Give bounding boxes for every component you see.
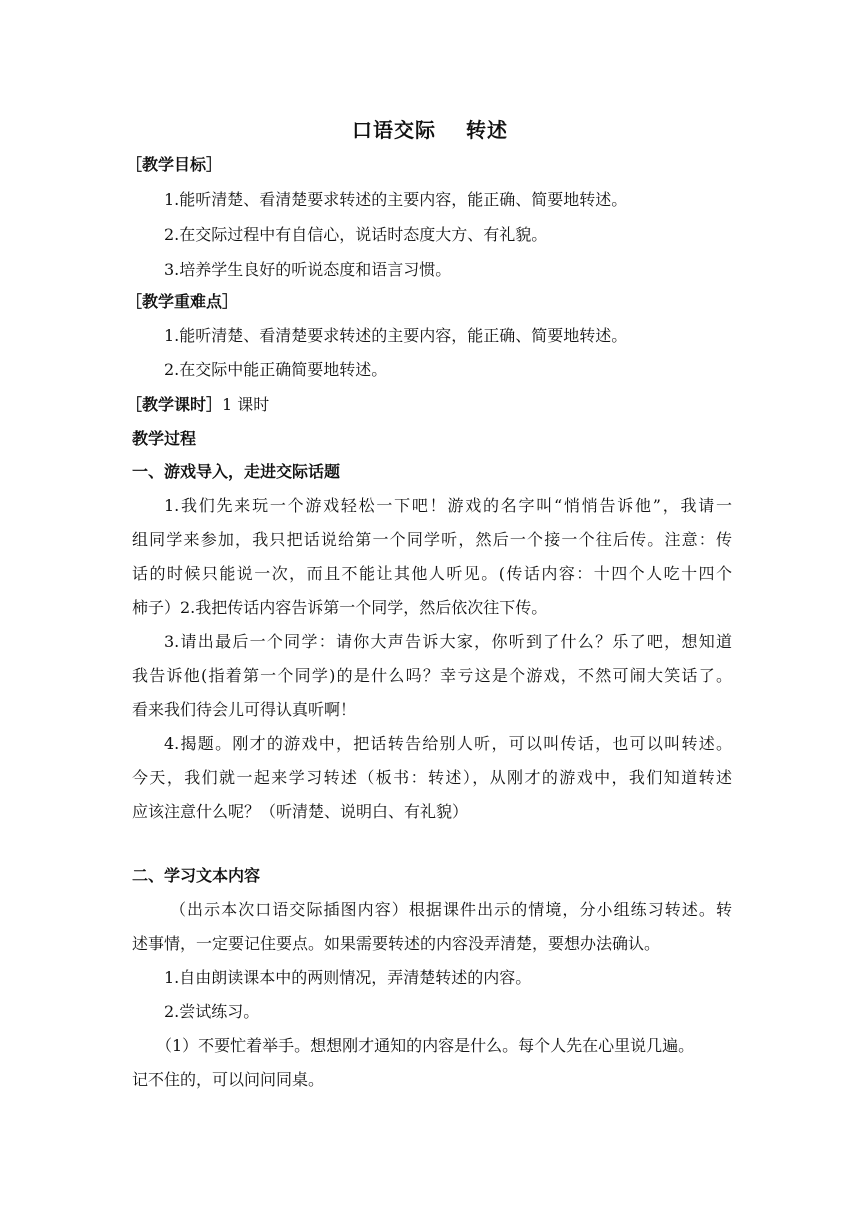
goals-heading: ［教学目标］ xyxy=(126,155,223,174)
section1-line: 组同学来参加，我只把话说给第一个同学听，然后一个接一个往后传。注意：传 xyxy=(132,530,732,549)
section1-line: 4.揭题。刚才的游戏中，把话转告给别人听，可以叫传话，也可以叫转述。 xyxy=(164,734,732,753)
section1-line: 1.我们先来玩一个游戏轻松一下吧！游戏的名字叫“悄悄告诉他”，我请一 xyxy=(164,496,732,515)
goal-item: 3.培养学生良好的听说态度和语言习惯。 xyxy=(164,260,452,279)
section1-heading: 一、游戏导入，走进交际话题 xyxy=(132,462,341,481)
section1-line: 我告诉他(指着第一个同学)的是什么吗？幸亏这是个游戏，不然可闹大笑话了。 xyxy=(132,666,732,685)
goal-item: 2.在交际过程中有自信心，说话时态度大方、有礼貌。 xyxy=(164,225,548,244)
hours-heading: ［教学课时］ xyxy=(126,395,223,414)
page-title xyxy=(0,114,860,143)
section1-line: 应该注意什么呢？（听清楚、说明白、有礼貌） xyxy=(132,802,469,821)
goal-item: 1.能听清楚、看清楚要求转述的主要内容，能正确、简要地转述。 xyxy=(164,190,628,209)
key-point-item: 2.在交际中能正确简要地转述。 xyxy=(164,360,388,379)
title-part2: 转述 xyxy=(466,118,508,142)
section2-line: 1.自由朗读课本中的两则情况，弄清楚转述的内容。 xyxy=(164,968,532,987)
section2-line: 记不住的，可以问问同桌。 xyxy=(132,1070,325,1089)
section1-line: 柿子）2.我把传话内容告诉第一个同学，然后依次往下传。 xyxy=(132,598,548,617)
process-heading: 教学过程 xyxy=(132,429,197,448)
section1-line: 3.请出最后一个同学：请你大声告诉大家，你听到了什么？乐了吧，想知道 xyxy=(164,632,732,651)
section2-heading: 二、学习文本内容 xyxy=(132,866,261,885)
section2-line: （出示本次口语交际插图内容）根据课件出示的情境，分小组练习转述。转 xyxy=(170,900,732,919)
hours-line xyxy=(126,391,726,419)
section1-line: 话的时候只能说一次，而且不能让其他人听见。(传话内容：十四个人吃十四个 xyxy=(132,564,732,583)
key-point-item: 1.能听清楚、看清楚要求转述的主要内容，能正确、简要地转述。 xyxy=(164,326,628,345)
section2-line: 述事情，一定要记住要点。如果需要转述的内容没弄清楚，要想办法确认。 xyxy=(132,934,661,953)
section2-line: （1）不要忙着举手。想想刚才通知的内容是什么。每个人先在心里说几遍。 xyxy=(156,1036,695,1055)
hours-value: 1 课时 xyxy=(222,395,270,414)
section1-line: 看来我们待会儿可得认真听啊！ xyxy=(132,700,357,719)
key-points-heading: ［教学重难点］ xyxy=(126,292,239,311)
section2-line: 2.尝试练习。 xyxy=(164,1002,260,1021)
section1-line: 今天，我们就一起来学习转述（板书：转述），从刚才的游戏中，我们知道转述 xyxy=(132,768,732,787)
title-part1: 口语交际 xyxy=(352,118,436,142)
